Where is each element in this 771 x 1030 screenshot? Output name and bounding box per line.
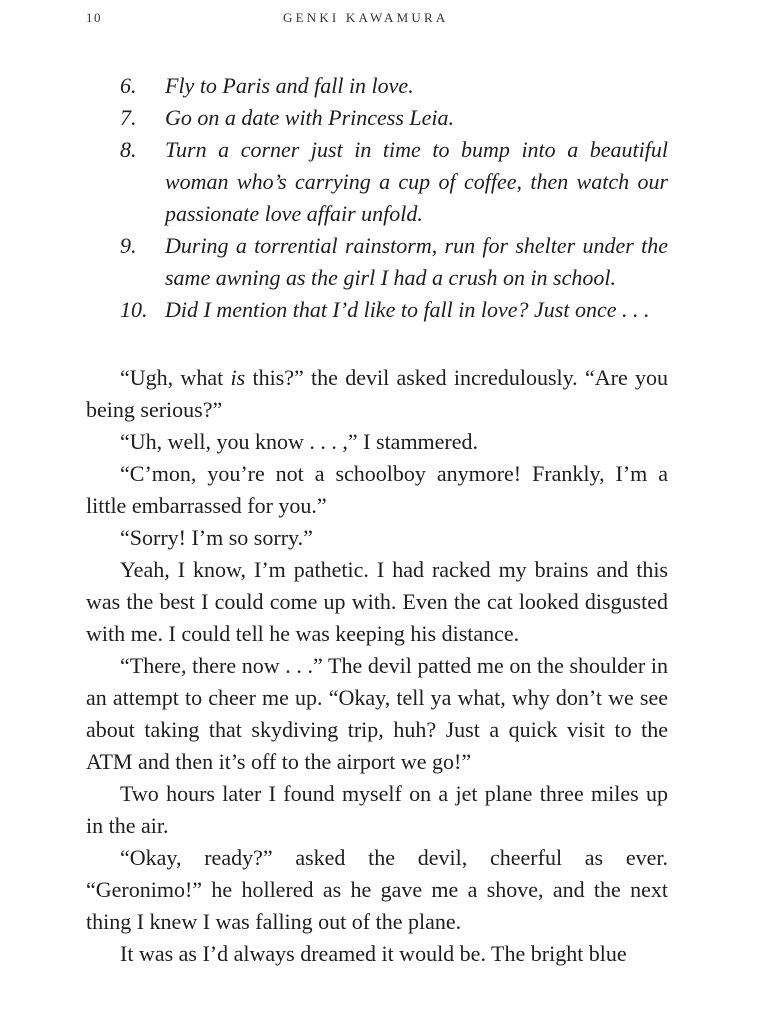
list-item — [120, 70, 668, 102]
paragraph: Yeah, I know, I’m pathetic. I had racked my brains and this was the best I could come up with. Even the cat looked disgusted with me. I could tell he was keeping his distance. — [86, 557, 668, 646]
list-item-text: Did I mention that I’d like to fall in love? Just once . . . — [165, 297, 650, 322]
list-item — [120, 230, 668, 294]
paragraph: “Okay, ready?” asked the devil, cheerful as ever. “Geronimo!” he hollered as he gave me a shove, and the next thing I knew I was falling out of the plane. — [86, 845, 668, 934]
paragraph: Two hours later I found myself on a jet plane three miles up in the air. — [86, 781, 668, 838]
paragraph: “Sorry! I’m so sorry.” — [120, 525, 313, 550]
paragraph: “Uh, well, you know . . . ,” I stammered. — [120, 429, 479, 454]
paragraph: “C’mon, you’re not a schoolboy anymore! Frankly, I’m a little embarrassed for you.” — [86, 461, 668, 518]
wish-list — [120, 70, 668, 326]
paragraph-text: “Ugh, what — [120, 365, 231, 390]
list-item-number: 8. — [120, 137, 137, 162]
page-number: 10 — [86, 10, 102, 25]
list-item-text: Turn a corner just in time to bump into a beautiful woman who’s carrying a cup of coffee, then watch our passionate love affair unfold. — [165, 137, 668, 226]
running-head-author: GENKI KAWAMURA — [283, 10, 449, 25]
paragraph: “There, there now . . .” The devil patted me on the shoulder in an attempt to cheer me up. “Okay, tell ya what, why don’t we see about taking that skydiving trip, huh? Just a quick visit to the ATM and then it’s off to the airport we go!” — [86, 653, 668, 774]
list-item-number: 7. — [120, 105, 137, 130]
paragraph: It was as I’d always dreamed it would be. The bright blue — [120, 941, 627, 966]
list-item-number: 6. — [120, 73, 137, 98]
list-item-text: During a torrential rainstorm, run for shelter under the same awning as the girl I had a crush on in school. — [165, 233, 668, 290]
list-item-text: Go on a date with Princess Leia. — [165, 105, 455, 130]
body-text — [86, 362, 668, 970]
page-header — [86, 10, 676, 30]
list-item — [120, 294, 668, 326]
paragraph — [86, 362, 668, 426]
list-item — [120, 134, 668, 230]
emphasis-text: is — [230, 365, 246, 390]
list-item-text: Fly to Paris and fall in love. — [165, 73, 414, 98]
list-item-number: 10. — [120, 297, 148, 322]
list-item-number: 9. — [120, 233, 137, 258]
paragraph-text: this?” the devil asked incredulously. “Are you being serious?” — [86, 365, 668, 422]
list-item — [120, 102, 668, 134]
